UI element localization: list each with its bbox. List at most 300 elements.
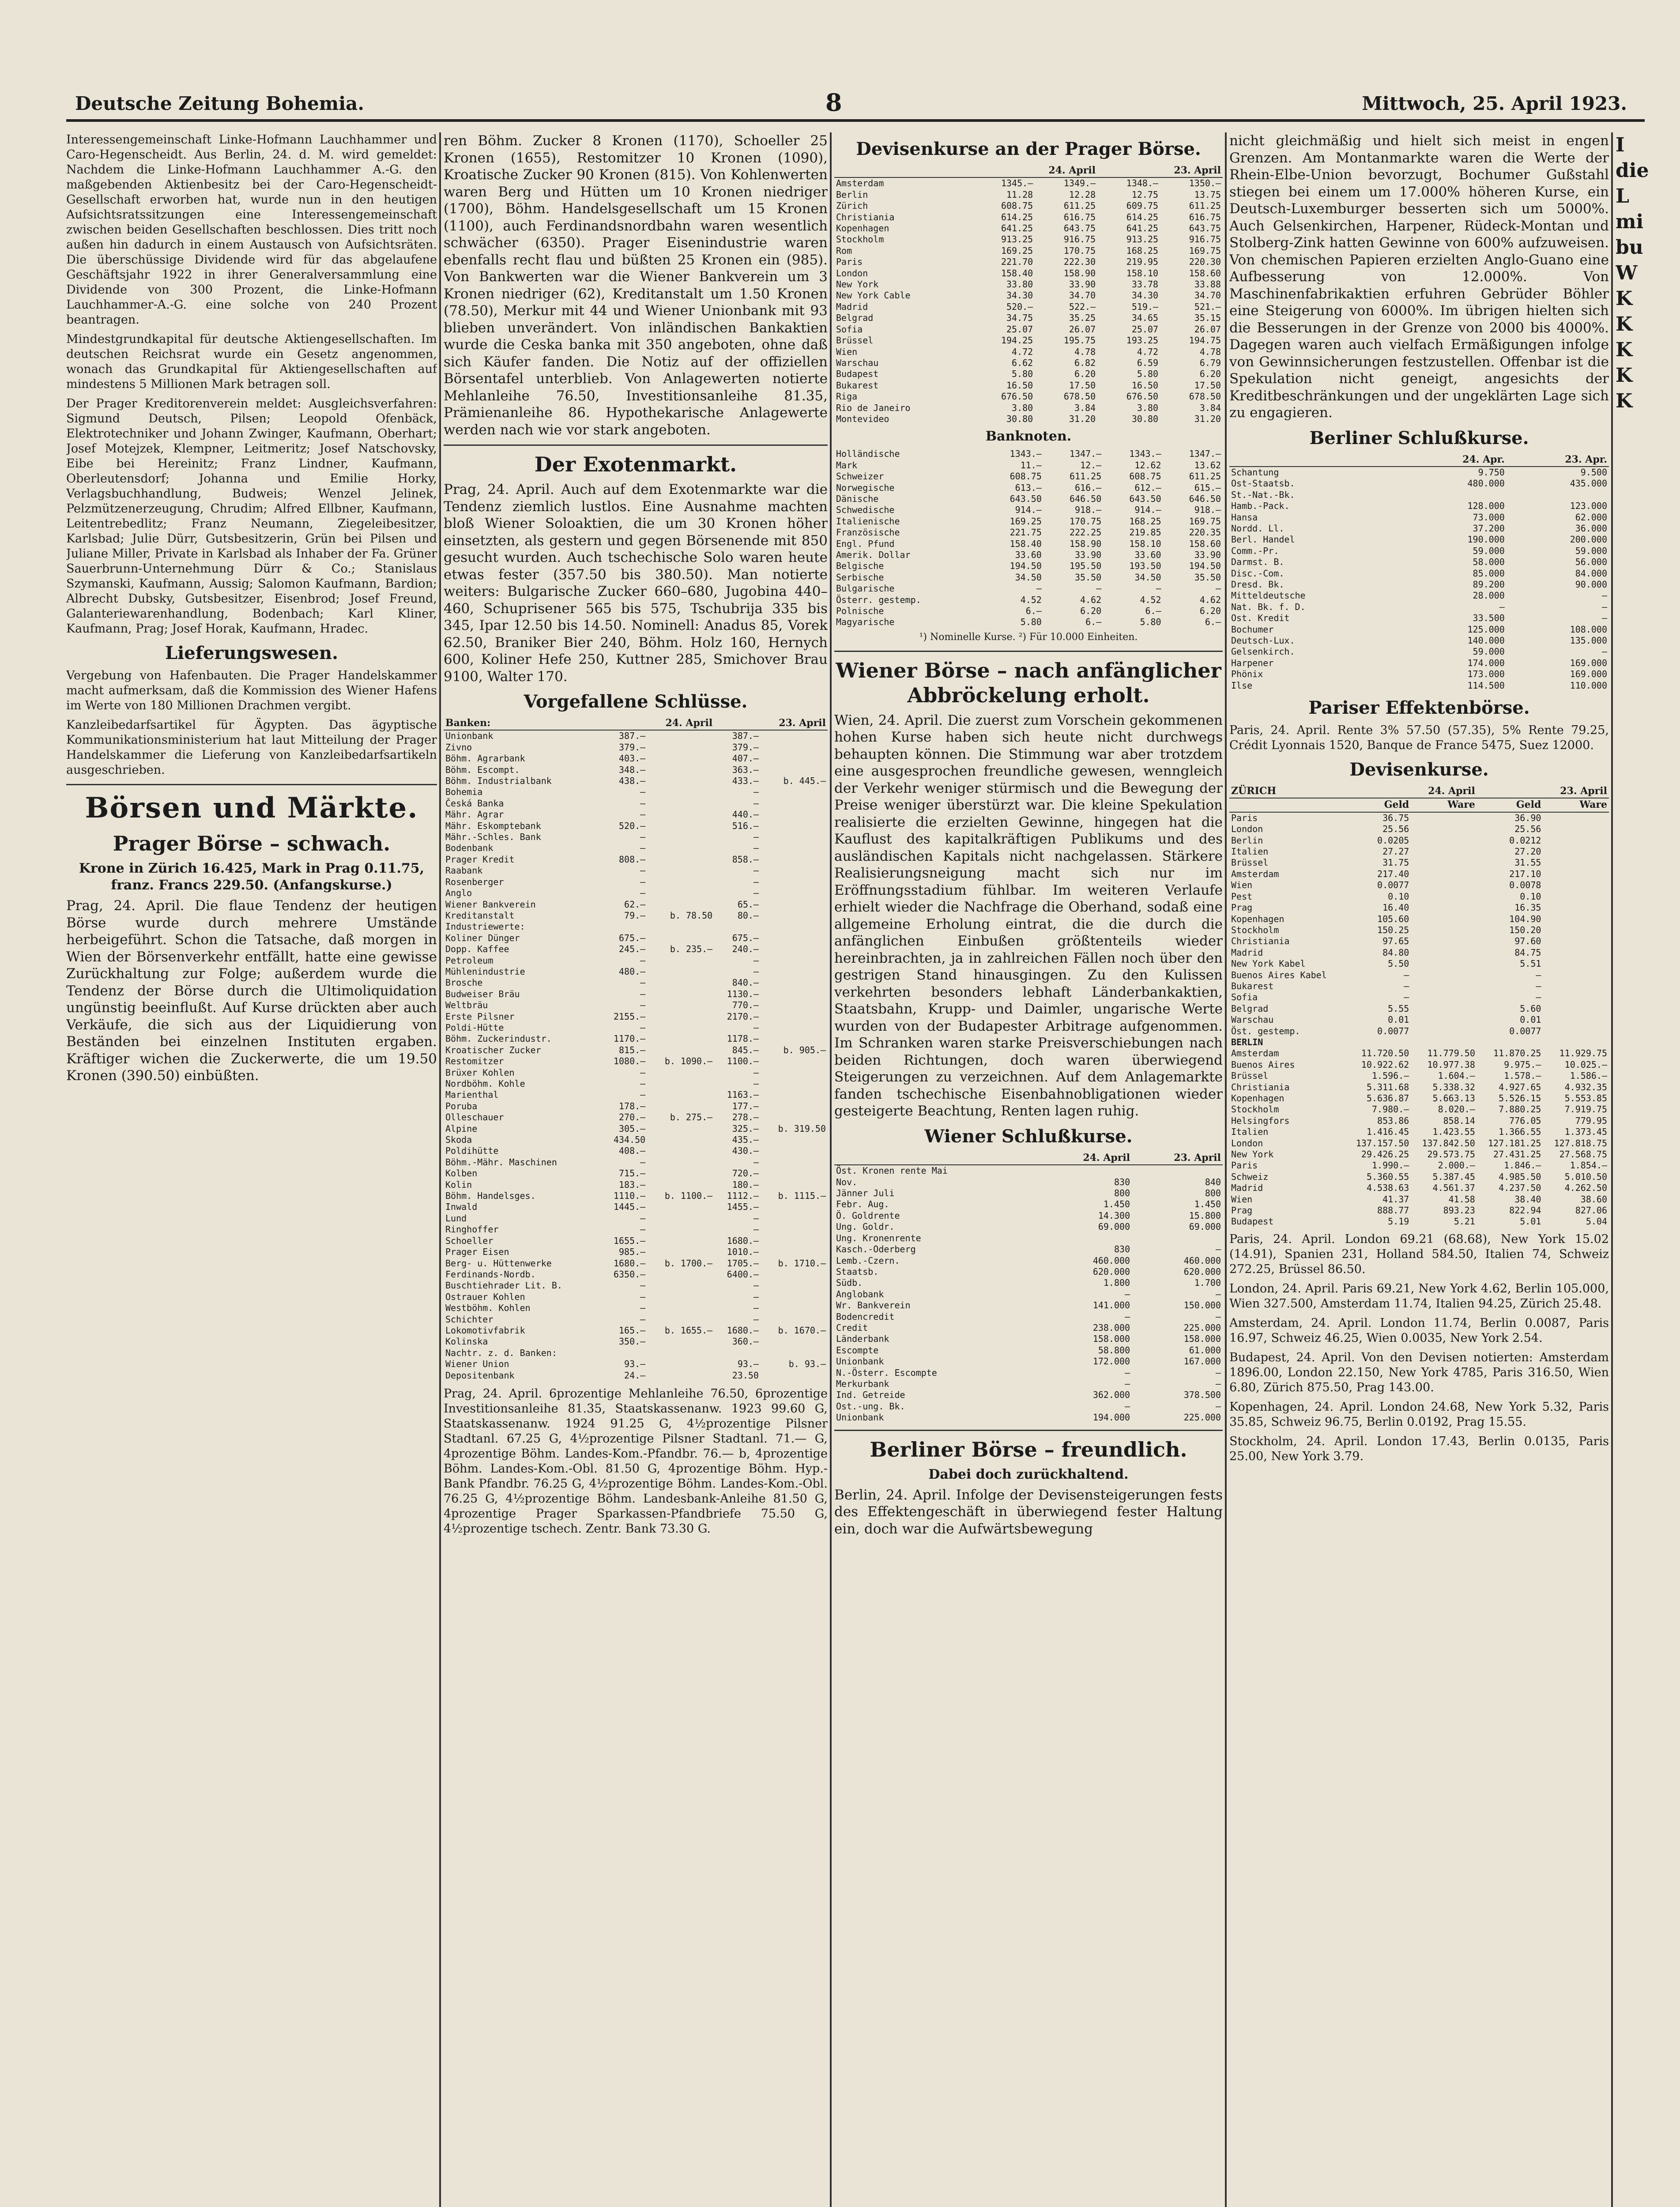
cell-value: 108.000 xyxy=(1570,624,1607,635)
table-row xyxy=(834,505,1223,516)
cell-value: — xyxy=(1036,583,1042,594)
cell-value: 69.000 xyxy=(1098,1221,1130,1232)
row-label: Staatsb. xyxy=(836,1266,879,1277)
row-label: Serbische xyxy=(836,572,884,583)
cell-value: 6.20 xyxy=(1074,369,1096,380)
cell-value: 827.06 xyxy=(1575,1205,1607,1216)
cell-value: 858.14 xyxy=(1443,1115,1475,1126)
cell-value: — xyxy=(640,955,646,966)
row-label: Brüssel xyxy=(836,335,874,346)
cell-value: 1680.— xyxy=(727,1325,759,1336)
cell-value: — xyxy=(753,865,759,876)
cell-value xyxy=(647,1022,714,1033)
table-row xyxy=(834,380,1223,391)
cell-value: 4.538.63 xyxy=(1366,1183,1409,1194)
cell-value: 1.846.— xyxy=(1504,1160,1541,1171)
cell-value: 612.— xyxy=(1134,482,1161,493)
table-row xyxy=(444,1101,828,1112)
table-row xyxy=(444,742,828,753)
cell-value xyxy=(647,1089,714,1100)
row-label: Lokomotivfabrik xyxy=(445,1325,525,1336)
cell-value: 800 xyxy=(1205,1188,1221,1199)
cell-value: 5.338.32 xyxy=(1432,1081,1475,1092)
cell-value: 11.720.50 xyxy=(1361,1048,1409,1059)
cell-value: 676.50 xyxy=(1126,391,1159,402)
cell-value: b. 275.— xyxy=(670,1112,713,1123)
cell-value: 238.000 xyxy=(1092,1322,1130,1333)
cell-value: — xyxy=(640,977,646,988)
cell-value: — xyxy=(640,843,646,854)
cell-value xyxy=(647,899,714,910)
cell-value: 7.980.— xyxy=(1372,1104,1409,1115)
cell-value: 56.000 xyxy=(1575,557,1607,568)
cell-value: 611.25 xyxy=(1189,200,1221,211)
cropped-fragment: I xyxy=(1616,134,1625,156)
cell-value: 325.— xyxy=(732,1123,759,1134)
table-subheading: Banknoten. xyxy=(985,429,1072,444)
cell-value xyxy=(647,776,714,787)
cell-value: — xyxy=(753,1078,759,1089)
cell-value: — xyxy=(640,1291,646,1302)
article-paragraph: Prag, 24. April. Die flaue Tendenz der heutigen Börse wurde durch mehrere Umstände herbeigeführt. Schon die Tatsache, daß morgen in Wien der Börsenverkehr entfällt, hatte eine gewisse Zurückhaltung zur Folge; außerdem wurde die Tendenz der Börse durch die Ultimoliquidation ungünstig beeinflußt. Auf Kurse drückten aber auch Verkäufe, die sich aus der Liquidierung von Beständen bei einzelnen Instituten ergaben. Kräftiger wichen die Zuckerwerte, die um 19.50 Kronen (390.50) einbüßten. xyxy=(66,898,437,1084)
table-row xyxy=(444,821,828,832)
cell-value: — xyxy=(753,955,759,966)
cell-value: b. 93.— xyxy=(788,1359,826,1370)
cell-value: 35.50 xyxy=(1075,572,1102,583)
cell-value xyxy=(761,966,828,977)
cell-value: 222.30 xyxy=(1063,256,1096,267)
table-row xyxy=(444,1280,828,1291)
cell-value: 914.— xyxy=(1015,505,1042,516)
cell-value: 643.50 xyxy=(1129,493,1161,504)
cell-value: 114.500 xyxy=(1467,680,1505,691)
cell-value: 5.311.68 xyxy=(1366,1081,1409,1092)
cell-value: 34.50 xyxy=(1134,572,1161,583)
cell-value xyxy=(761,798,828,809)
cell-value: 6.59 xyxy=(1137,357,1159,368)
cell-value xyxy=(647,1303,714,1314)
table-row xyxy=(444,753,828,764)
cell-value xyxy=(761,1033,828,1044)
table-body xyxy=(834,1165,1223,1423)
cell-value xyxy=(761,1011,828,1022)
table-row xyxy=(444,1325,828,1336)
table-row xyxy=(834,1367,1223,1378)
cropped-fragment: die xyxy=(1616,159,1649,182)
cropped-fragment: K xyxy=(1616,339,1633,361)
cell-value: 220.30 xyxy=(1189,256,1221,267)
cell-value: — xyxy=(640,1280,646,1291)
row-label: Riga xyxy=(836,391,858,402)
prague-currency-table xyxy=(834,164,1223,425)
row-label: Italienische xyxy=(836,516,900,527)
row-label: Ferdinands-Nordb. xyxy=(445,1269,536,1280)
cell-value: — xyxy=(753,1303,759,1314)
cell-value: 1345.— xyxy=(1001,178,1033,189)
table-row xyxy=(1229,680,1609,691)
cell-value: 169.75 xyxy=(1189,516,1221,527)
row-label: Budweiser Bräu xyxy=(445,988,520,999)
cell-value xyxy=(1543,981,1609,992)
table-row xyxy=(1229,658,1609,669)
table-row xyxy=(834,1210,1223,1221)
row-label: Böhm. Industrialbank xyxy=(445,776,552,787)
cell-value: 158.60 xyxy=(1189,538,1221,549)
cell-value: 5.80 xyxy=(1020,617,1042,628)
row-label: London xyxy=(836,267,868,279)
cell-value xyxy=(761,1269,828,1280)
cell-value xyxy=(647,787,714,798)
table-row xyxy=(444,1157,828,1168)
row-label: Kopenhagen xyxy=(1231,1093,1284,1104)
cell-value: 678.50 xyxy=(1063,391,1096,402)
table-header: Banken: xyxy=(444,717,601,730)
cell-value: 27.20 xyxy=(1514,846,1541,857)
row-label: Stockholm xyxy=(1231,924,1279,935)
table-row xyxy=(444,899,828,910)
cell-value: 97.65 xyxy=(1382,936,1409,947)
cell-value: 6.— xyxy=(1145,606,1161,617)
cell-value: 611.25 xyxy=(1063,200,1096,211)
cell-value: 73.000 xyxy=(1473,512,1505,523)
table-row xyxy=(1229,1138,1609,1149)
cell-value xyxy=(647,1033,714,1044)
cell-value: 4.52 xyxy=(1020,594,1042,605)
row-label: London xyxy=(1231,824,1263,835)
cell-value: — xyxy=(753,876,759,887)
cropped-fragment: bu xyxy=(1616,236,1643,259)
article-heading: Pariser Effektenbörse. xyxy=(1308,697,1530,719)
table-row xyxy=(1229,812,1609,824)
table-row xyxy=(444,798,828,809)
row-label: Kopenhagen xyxy=(1231,913,1284,924)
paper-title: Deutsche Zeitung Bohemia. xyxy=(75,93,364,114)
row-label: New York xyxy=(1231,1149,1274,1160)
cell-value: 59.000 xyxy=(1473,646,1505,657)
cell-value: 440.— xyxy=(732,809,759,820)
page-header xyxy=(66,88,1645,122)
row-label: Sofia xyxy=(836,324,863,335)
cell-value xyxy=(647,1123,714,1134)
row-label: Sofia xyxy=(1231,992,1258,1003)
table-row xyxy=(834,539,1223,550)
cell-value: 173.000 xyxy=(1467,669,1505,680)
row-label: Prager Kredit xyxy=(445,854,515,865)
row-label: Kopenhagen xyxy=(836,223,889,234)
cell-value xyxy=(1543,891,1609,902)
cell-value: 362.000 xyxy=(1092,1390,1130,1401)
row-label: Ost-Staatsb. xyxy=(1231,478,1295,489)
cell-value: 169.25 xyxy=(1001,245,1033,256)
row-label: Ilse xyxy=(1231,680,1253,691)
cell-value: 270.— xyxy=(618,1112,646,1123)
cell-value xyxy=(1543,925,1609,936)
cell-value: 387.— xyxy=(732,731,759,742)
table-row xyxy=(444,1336,828,1347)
cell-value xyxy=(1411,902,1477,913)
cell-value: — xyxy=(753,888,759,899)
cell-value xyxy=(761,730,828,742)
table-header-row xyxy=(834,1152,1223,1165)
table-row xyxy=(834,1289,1223,1300)
row-label: Kolin xyxy=(445,1179,472,1190)
cell-value: 9.750 xyxy=(1478,467,1505,478)
cell-value: — xyxy=(1215,1288,1221,1299)
row-label: Mühlenindustrie xyxy=(445,966,525,977)
cell-value: 0.0077 xyxy=(1377,1025,1409,1036)
cell-value: 34.70 xyxy=(1069,290,1096,301)
row-label: Böhm. Agrarbank xyxy=(445,753,525,764)
cell-value: 520.— xyxy=(618,820,646,831)
cell-value: 16.35 xyxy=(1514,902,1541,913)
row-label: Restomitzer xyxy=(445,1056,504,1067)
cell-value xyxy=(647,877,714,888)
cell-value xyxy=(761,1348,828,1359)
cell-value: 24.— xyxy=(624,1370,646,1381)
table-row xyxy=(1229,835,1609,846)
cell-value: 11.870.25 xyxy=(1493,1048,1541,1059)
cell-value xyxy=(647,821,714,832)
cell-value xyxy=(761,821,828,832)
row-label: Nachtr. z. d. Banken: xyxy=(445,1347,557,1358)
cell-value: — xyxy=(1215,1244,1221,1255)
table-row xyxy=(834,1412,1223,1423)
cell-value xyxy=(1543,902,1609,913)
cell-value: 522.— xyxy=(1069,301,1096,312)
row-label: Bochumer xyxy=(1231,624,1274,635)
table-row xyxy=(1229,970,1609,981)
cell-value: 1130.— xyxy=(727,988,759,999)
cell-value: 10.025.— xyxy=(1564,1059,1607,1070)
cell-value: 62.— xyxy=(624,899,646,910)
row-label: Böhm. Handelsges. xyxy=(445,1190,536,1201)
table-row xyxy=(444,1179,828,1190)
cell-value: 33.60 xyxy=(1134,550,1161,560)
cell-value: 720.— xyxy=(732,1168,759,1179)
table-row xyxy=(444,1000,828,1011)
cell-value xyxy=(1411,880,1477,891)
table-row xyxy=(834,493,1223,505)
cell-value xyxy=(1543,1003,1609,1014)
cell-value: 1.450 xyxy=(1194,1199,1221,1210)
cell-value: 521.— xyxy=(1194,301,1221,312)
row-label: Nov. xyxy=(836,1176,858,1187)
cell-value: b. 1090.— xyxy=(664,1056,713,1067)
row-label: Norwegische xyxy=(836,482,895,493)
cell-value xyxy=(647,753,714,764)
row-label: Dresd. Bk. xyxy=(1231,579,1284,590)
cell-value: b. 78.50 xyxy=(670,910,713,921)
cell-value: 9.500 xyxy=(1580,467,1607,478)
table-row xyxy=(444,1190,828,1201)
row-label: Schoeller xyxy=(445,1235,493,1246)
cropped-text xyxy=(1616,132,1680,414)
cell-value: 41.58 xyxy=(1448,1194,1475,1205)
cell-value xyxy=(1543,1026,1609,1037)
cell-value xyxy=(761,1179,828,1190)
cell-value: 17.50 xyxy=(1069,380,1096,391)
row-label: New York Kabel xyxy=(1231,958,1306,969)
cell-value xyxy=(1132,1165,1223,1176)
row-label: Wiener Union xyxy=(445,1359,509,1370)
table-header-row xyxy=(444,717,828,730)
cell-value: 675.— xyxy=(618,932,646,943)
table-body xyxy=(444,730,828,1381)
row-label: Anglobank xyxy=(836,1288,884,1299)
cell-value xyxy=(1411,869,1477,880)
cell-value: 2.000.— xyxy=(1438,1160,1475,1171)
cell-value: 27.431.25 xyxy=(1493,1149,1541,1160)
cell-value: — xyxy=(1215,1311,1221,1322)
cell-value: 641.25 xyxy=(1126,223,1159,234)
table-row xyxy=(1229,824,1609,835)
table-header: 23. April xyxy=(1097,164,1223,177)
cell-value xyxy=(761,1000,828,1011)
cell-value: 520.— xyxy=(1006,301,1033,312)
cropped-fragment: mi xyxy=(1616,211,1644,233)
cell-value: 168.25 xyxy=(1126,245,1159,256)
column-rule xyxy=(830,132,832,2207)
row-label: Jänner Juli xyxy=(836,1188,895,1199)
cell-value: 438.— xyxy=(618,776,646,787)
cell-value: 840 xyxy=(1205,1176,1221,1187)
table-row xyxy=(1229,925,1609,936)
table-row xyxy=(1229,590,1609,601)
cell-value: 5.21 xyxy=(1454,1216,1475,1227)
cell-value: 135.000 xyxy=(1570,635,1607,646)
cell-value: 4.62 xyxy=(1199,594,1221,605)
cell-value: 608.75 xyxy=(1129,471,1161,482)
article-paragraph: Stockholm, 24. April. London 17.43, Berlin 0.0135, Paris 25.00, New York 3.79. xyxy=(1229,1434,1609,1463)
table-row xyxy=(834,583,1223,594)
cell-value: 25.56 xyxy=(1382,824,1409,835)
cell-value xyxy=(761,933,828,944)
cell-value: 16.50 xyxy=(1131,380,1159,391)
table-row xyxy=(1229,478,1609,489)
table-row xyxy=(1229,1194,1609,1205)
cell-value: 174.000 xyxy=(1467,657,1505,668)
cell-value: 177.— xyxy=(732,1100,759,1111)
cell-value: 110.000 xyxy=(1570,680,1607,691)
cell-value xyxy=(761,1056,828,1067)
table-row xyxy=(834,617,1223,628)
cell-value xyxy=(761,989,828,1000)
row-label: Bukarest xyxy=(836,380,879,391)
article-heading: Prager Börse – schwach. xyxy=(113,832,391,855)
row-label: Öst. Kronen rente Mai xyxy=(836,1165,948,1176)
table-row xyxy=(1229,936,1609,947)
cell-value: 194.000 xyxy=(1092,1412,1130,1423)
table-row xyxy=(444,854,828,865)
cell-value: 178.— xyxy=(618,1100,646,1111)
cell-value: — xyxy=(1215,1367,1221,1378)
cell-value: 5.60 xyxy=(1520,1003,1541,1014)
cell-value: 4.262.50 xyxy=(1564,1183,1607,1194)
cell-value xyxy=(1411,981,1477,992)
cell-value: 1.578.— xyxy=(1504,1070,1541,1081)
row-label: Lund xyxy=(445,1213,467,1224)
row-label: Koliner Dünger xyxy=(445,932,520,943)
cell-value: 41.37 xyxy=(1382,1194,1409,1205)
row-label: Dänische xyxy=(836,493,879,504)
footnote: ¹) Nominelle Kurse. ²) Für 10.000 Einheiten. xyxy=(919,631,1138,643)
row-label: Ringhoffer xyxy=(445,1224,499,1235)
cell-value: — xyxy=(1536,992,1541,1003)
cell-value: — xyxy=(753,1314,759,1325)
cell-value xyxy=(761,832,828,843)
cell-value: — xyxy=(640,1314,646,1325)
table-row xyxy=(834,200,1223,211)
issue-date: Mittwoch, 25. April 1923. xyxy=(1362,93,1627,114)
cell-value: — xyxy=(1536,980,1541,991)
row-label: Madrid xyxy=(1231,947,1263,958)
row-label: Amsterdam xyxy=(1231,868,1279,879)
table-row xyxy=(1229,846,1609,857)
cell-value: 1.604.— xyxy=(1438,1070,1475,1081)
cell-value: 770.— xyxy=(732,1000,759,1011)
cell-value: 5.636.87 xyxy=(1366,1093,1409,1104)
cell-value xyxy=(601,921,647,932)
cell-value: 125.000 xyxy=(1467,624,1505,635)
column-3 xyxy=(834,132,1223,2207)
article-heading: Wiener Börse – nach anfänglicher Abbröckelung erholt. xyxy=(836,658,1221,707)
table-row xyxy=(834,572,1223,583)
cell-value: 7.919.75 xyxy=(1564,1104,1607,1115)
row-label: Mark xyxy=(836,459,858,471)
cropped-fragment: K xyxy=(1616,287,1633,310)
table-header: 24. April xyxy=(972,164,1097,177)
table-row xyxy=(1229,624,1609,635)
cell-value: 35.50 xyxy=(1194,572,1221,583)
row-label: Febr. Aug. xyxy=(836,1199,889,1210)
row-label: Ö. Goldrente xyxy=(836,1210,900,1221)
article-paragraph: Kanzleibedarfsartikel für Ägypten. Das ägyptische Kommunikationsministerium hat laut Mitteilung der Prager Handelskammer die Lieferung von Kanzleibedarfsartikeln ausgeschrieben. xyxy=(66,718,437,777)
cell-value xyxy=(761,1168,828,1179)
cell-value xyxy=(1411,824,1477,835)
column-4 xyxy=(1229,132,1609,2207)
cell-value xyxy=(647,1348,714,1359)
column-rule xyxy=(1225,132,1227,2207)
cell-value: 193.25 xyxy=(1126,335,1159,346)
cell-value: 434.50 xyxy=(613,1134,646,1145)
cell-value xyxy=(761,910,828,921)
table-row xyxy=(834,1255,1223,1266)
closing-trades-table xyxy=(444,717,828,1381)
cell-value xyxy=(647,1179,714,1190)
cell-value: 1343.— xyxy=(1129,448,1161,459)
cell-value: 29.426.25 xyxy=(1361,1149,1409,1160)
cell-value: 853.86 xyxy=(1377,1115,1409,1126)
cell-value: 13.75 xyxy=(1194,189,1221,200)
row-label: Warschau xyxy=(836,357,879,368)
row-label: Stockholm xyxy=(836,234,884,245)
cell-value xyxy=(1543,958,1609,969)
cell-value xyxy=(647,888,714,899)
cell-value: 5.553.85 xyxy=(1564,1093,1607,1104)
cell-value xyxy=(761,877,828,888)
table-row xyxy=(834,346,1223,358)
cell-value: 150.25 xyxy=(1377,924,1409,935)
table-row xyxy=(1229,947,1609,958)
cell-value xyxy=(647,933,714,944)
cell-value: 888.77 xyxy=(1377,1205,1409,1216)
cell-value: 105.60 xyxy=(1377,913,1409,924)
cell-value: 378.500 xyxy=(1183,1390,1221,1401)
cell-value: 127.818.75 xyxy=(1554,1137,1607,1149)
row-label: Polnische xyxy=(836,606,884,617)
table-row xyxy=(834,606,1223,617)
cell-value xyxy=(1543,936,1609,947)
